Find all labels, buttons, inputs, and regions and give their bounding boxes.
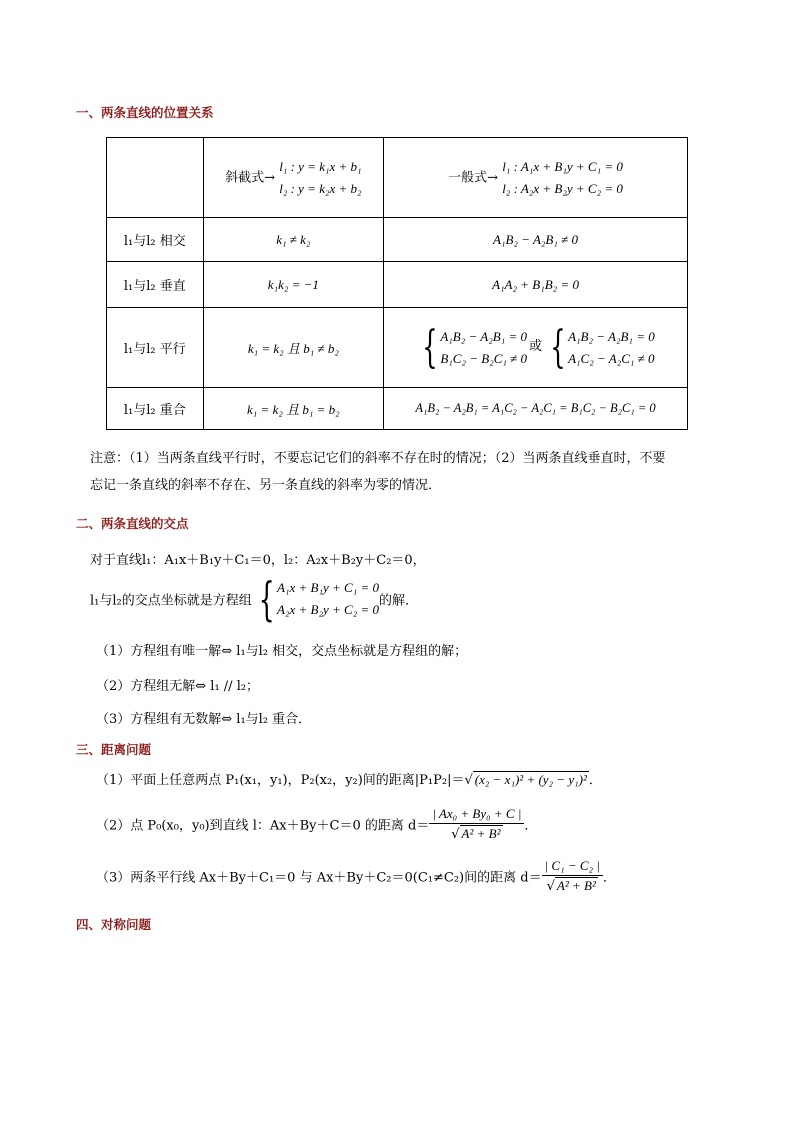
distance-item-1: （1）平面上任意两点 P₁(x₁，y₁)，P₂(x₂，y₂)间的距离|P₁P₂|＝√ (x₂ − x₁)² + (y₂ − y₁)² ． <box>96 772 602 788</box>
distance-item-3: （3）两条平行线 Ax＋By＋C₁＝0 与 Ax＋By＋C₂＝0(C₁≠C₂)间的距离 d＝ $\frac{\text{| C₁ − C₂ |}}{\text{√ A² + B²}}$ ． <box>96 858 616 894</box>
distance-1-formula: (x₂ − x₁)² + (y₂ − y₁)² <box>474 772 587 787</box>
distance-2-text: （2）点 P₀(x₀，y₀)到直线 l：Ax＋By＋C＝0 的距离 d＝ <box>96 818 430 834</box>
distance-3-text: （3）两条平行线 Ax＋By＋C₁＝0 与 Ax＋By＋C₂＝0(C₁≠C₂)间的距离 d＝ <box>96 870 542 886</box>
table-row <box>107 218 688 262</box>
section-heading-4: 四、对称问题 <box>76 917 152 932</box>
distance-2-end: ． <box>524 818 538 834</box>
row-label-perpendicular: l₁与l₂ 垂直 <box>107 262 204 308</box>
intersection-item-1: （1）方程组有唯一解⇔ l₁与l₂ 相交，交点坐标就是方程组的解； <box>96 644 468 659</box>
distance-2-denominator: A² + B² <box>461 826 501 841</box>
intersection-item-2: （2）方程组无解⇔ l₁ // l₂； <box>96 679 260 694</box>
parallel-cond-a1: A₁B₂ − A₂B₁ = 0 <box>440 328 527 344</box>
relation-table <box>106 137 688 430</box>
parallel-cond-b1: A₁B₂ − A₂B₁ = 0 <box>568 328 655 344</box>
row-general-coincide: A₁B₂ − A₂B₁ = A₁C₂ − A₂C₁ = B₁C₂ − B₂C₁ = 0 <box>384 388 688 430</box>
general-form-label: 一般式→ <box>448 170 499 185</box>
row-general-intersect: A₁B₂ − A₂B₁ ≠ 0 <box>384 218 688 262</box>
slope-form-label: 斜截式→ <box>225 170 276 185</box>
system-post-text: 的解． <box>379 593 419 609</box>
general-form-header <box>384 138 688 218</box>
row-label-intersect: l₁与l₂ 相交 <box>107 218 204 262</box>
intersection-intro: 对于直线l₁：A₁x＋B₁y＋C₁＝0，l₂：A₂x＋B₂y＋C₂＝0， <box>90 553 426 568</box>
row-label-coincide: l₁与l₂ 重合 <box>107 388 204 430</box>
table-row <box>107 262 688 308</box>
intersection-item-3: （3）方程组有无数解⇔ l₁与l₂ 重合． <box>96 712 312 727</box>
row-label-parallel: l₁与l₂ 平行 <box>107 308 204 388</box>
row-slope-perpendicular: k₁k₂ = −1 <box>203 262 383 308</box>
intersection-system-line: l₁与l₂的交点坐标就是方程组 { A₁x + B₁y + C₁ = 0 A₂x + B₂y + C₂ = 0 的解． <box>90 572 419 626</box>
table-header-row <box>107 138 688 218</box>
system-eq-2: A₂x + B₂y + C₂ = 0 <box>277 602 379 617</box>
distance-3-numerator: | C₁ − C₂ | <box>542 858 603 876</box>
parallel-cond-b2: A₁C₂ − A₂C₁ ≠ 0 <box>568 350 655 366</box>
general-form-l2: l₂ : A₂x + B₂y + C₂ = 0 <box>502 180 623 196</box>
section-heading-3: 三、距离问题 <box>76 742 152 757</box>
distance-3-denominator: A² + B² <box>556 878 596 893</box>
slope-form-l2: l₂ : y = k₂x + b₂ <box>279 180 362 196</box>
distance-3-end: ． <box>602 870 616 886</box>
slope-form-l1: l₁ : y = k₁x + b₁ <box>279 158 362 174</box>
table-row <box>107 308 688 388</box>
row-slope-parallel: k₁ = k₂ 且 b₁ ≠ b₂ <box>203 308 383 388</box>
slope-form-header <box>203 138 383 218</box>
row-slope-coincide: k₁ = k₂ 且 b₁ = b₂ <box>203 388 383 430</box>
row-general-perpendicular: A₁A₂ + B₁B₂ = 0 <box>384 262 688 308</box>
note-line-1: 注意：（1）当两条直线平行时，不要忘记它们的斜率不存在时的情况；（2）当两条直线垂直时，不要 <box>90 451 666 466</box>
distance-2-numerator: | Ax₀ + By₀ + C | <box>429 806 524 824</box>
section-heading-2: 二、两条直线的交点 <box>76 516 189 531</box>
row-slope-intersect: k₁ ≠ k₂ <box>203 218 383 262</box>
general-form-l1: l₁ : A₁x + B₁y + C₁ = 0 <box>502 158 623 174</box>
distance-1-text: （1）平面上任意两点 P₁(x₁，y₁)，P₂(x₂，y₂)间的距离|P₁P₂|＝ <box>96 773 465 788</box>
distance-item-2: （2）点 P₀(x₀，y₀)到直线 l：Ax＋By＋C＝0 的距离 d＝ $\frac{\text{| Ax₀ + By₀ + C |}}{\text{√ A² + B²}}$ ． <box>96 806 538 842</box>
parallel-or: 或 <box>529 338 543 354</box>
row-general-parallel: { A₁B₂ − A₂B₁ = 0 B₁C₂ − B₂C₁ ≠ 0 或 { A₁B₂ − A₂B₁ = 0 A₁C₂ − A₂C₁ ≠ 0 <box>384 308 688 388</box>
note-line-2: 忘记一条直线的斜率不存在、另一条直线的斜率为零的情况． <box>90 478 442 493</box>
system-pre-text: l₁与l₂的交点坐标就是方程组 <box>90 593 252 609</box>
table-corner-cell <box>107 138 204 218</box>
distance-1-end: ． <box>588 773 602 788</box>
table-row <box>107 388 688 430</box>
parallel-cond-a2: B₁C₂ − B₂C₁ ≠ 0 <box>440 350 528 366</box>
section-heading-1: 一、两条直线的位置关系 <box>76 105 214 120</box>
system-eq-1: A₁x + B₁y + C₁ = 0 <box>277 580 379 595</box>
